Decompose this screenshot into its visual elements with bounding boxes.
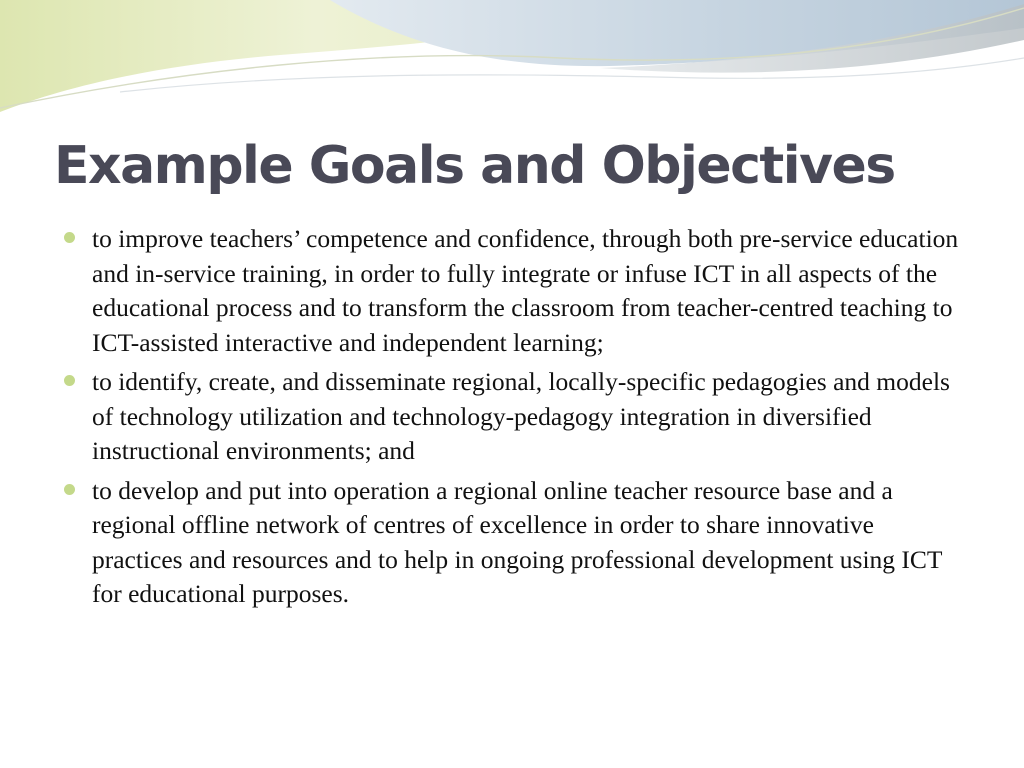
objective-text: to develop and put into operation a regional online teacher resource base and a regional offline network of centres of excellence in order to share innovative practices and resources and to help in ongoing professional development using ICT for educational purposes. (92, 475, 943, 608)
bullet-dot-icon (64, 484, 75, 495)
bullet-dot-icon (64, 375, 75, 386)
header-wave-decoration (0, 0, 1024, 125)
slide-title: Example Goals and Objectives (54, 136, 895, 196)
objective-text: to identify, create, and disseminate regional, locally-specific pedagogies and models of technology utilization and technology-pedagogy integration in diversified instructional environments; and (92, 367, 950, 465)
objective-item-resource-base (58, 474, 963, 612)
objective-item-pedagogies (58, 365, 963, 469)
objectives-list (58, 222, 963, 617)
bullet-dot-icon (64, 232, 75, 243)
objective-text: to improve teachers’ competence and confidence, through both pre-service education and in-service training, in order to fully integrate or infuse ICT in all aspects of the educational process and to transform the classroom from teacher-centred teaching to ICT-assisted interactive and independent learning; (92, 224, 959, 357)
objective-item-teacher-competence (58, 222, 963, 360)
